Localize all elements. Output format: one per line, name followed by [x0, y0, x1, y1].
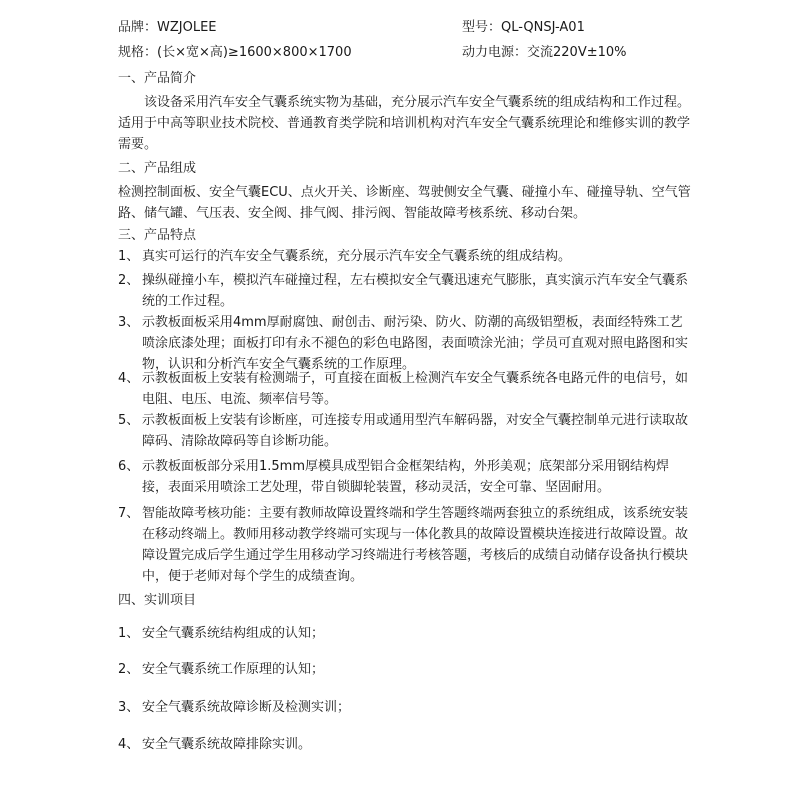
feature-text: 示教板面板采用4mm厚耐腐蚀、耐创击、耐污染、防火、防潮的高级铝塑板，表面经特殊工艺喷涂底漆处理；面板打印有永不褪色的彩色电路图，表面喷涂光油；学员可直观对照电路图和实物，认识和分析汽车安全气囊系统的工作原理。 — [142, 315, 689, 372]
feature-item — [118, 246, 688, 267]
feature-text: 示教板面板部分采用1.5mm厚模具成型铝合金框架结构，外形美观；底架部分采用钢结构焊接，表面采用喷涂工艺处理，带自锁脚轮装置，移动灵活，安全可靠、坚固耐用。 — [142, 459, 670, 495]
training-item — [118, 697, 688, 718]
feature-item — [118, 410, 688, 452]
feature-item — [118, 270, 688, 312]
feature-number: 1、 — [118, 249, 140, 264]
feature-text: 操纵碰撞小车，模拟汽车碰撞过程，左右模拟安全气囊迅速充气膨胀，真实演示汽车安全气囊系统的工作过程。 — [142, 273, 689, 309]
training-heading: 四、实训项目 — [118, 593, 197, 608]
feature-text: 真实可运行的汽车安全气囊系统，充分展示汽车安全气囊系统的组成结构。 — [142, 249, 572, 264]
training-text: 安全气囊系统结构组成的认知； — [142, 626, 325, 641]
feature-number: 7、 — [118, 506, 140, 521]
training-number: 3、 — [118, 700, 140, 715]
training-number: 2、 — [118, 662, 140, 677]
feature-text: 示教板面板上安装有检测端子，可直接在面板上检测汽车安全气囊系统各电路元件的电信号，如电阻、电压、电流、频率信号等。 — [142, 371, 689, 407]
training-number: 1、 — [118, 626, 140, 641]
training-text: 安全气囊系统故障诊断及检测实训； — [142, 700, 351, 715]
feature-item — [118, 312, 688, 375]
feature-number: 2、 — [118, 273, 140, 288]
feature-number: 3、 — [118, 315, 140, 330]
training-text: 安全气囊系统工作原理的认知； — [142, 662, 325, 677]
feature-item — [118, 456, 688, 498]
composition-heading: 二、产品组成 — [118, 161, 197, 176]
features-heading: 三、产品特点 — [118, 228, 197, 243]
training-item — [118, 623, 688, 644]
power-line: 动力电源：交流220V±10% — [462, 45, 627, 60]
intro-heading: 一、产品简介 — [118, 71, 197, 86]
training-item — [118, 734, 688, 755]
feature-item — [118, 503, 688, 587]
feature-text: 智能故障考核功能：主要有教师故障设置终端和学生答题终端两套独立的系统组成，该系统安装在移动终端上。教师用移动教学终端可实现与一体化教具的故障设置模块连接进行故障设置。故障设置完成后学生通过学生用移动学习终端进行考核答题，考核后的成绩自动储存设备执行模块中，便于老师对每个学生的成绩查询。 — [142, 506, 689, 584]
training-number: 4、 — [118, 737, 140, 752]
feature-number: 5、 — [118, 413, 140, 428]
feature-number: 4、 — [118, 371, 140, 386]
spec-line: 规格：(长×宽×高)≥1600×800×1700 — [118, 45, 352, 60]
brand-line: 品牌：WZJOLEE — [118, 20, 217, 35]
training-text: 安全气囊系统故障排除实训。 — [142, 737, 312, 752]
composition-text: 检测控制面板、安全气囊ECU、点火开关、诊断座、驾驶侧安全气囊、碰撞小车、碰撞导轨、空气管路、储气罐、气压表、安全阀、排气阀、排污阀、智能故障考核系统、移动台架。 — [118, 185, 691, 221]
feature-item — [118, 368, 688, 410]
model-line: 型号：QL-QNSJ-A01 — [462, 20, 585, 35]
feature-number: 6、 — [118, 459, 140, 474]
feature-text: 示教板面板上安装有诊断座，可连接专用或通用型汽车解码器，对安全气囊控制单元进行读取故障码、清除故障码等自诊断功能。 — [142, 413, 689, 449]
intro-text: 该设备采用汽车安全气囊系统实物为基础，充分展示汽车安全气囊系统的组成结构和工作过程。适用于中高等职业技术院校、普通教育类学院和培训机构对汽车安全气囊系统理论和维修实训的教学需要。 — [118, 95, 691, 152]
training-item — [118, 659, 688, 680]
